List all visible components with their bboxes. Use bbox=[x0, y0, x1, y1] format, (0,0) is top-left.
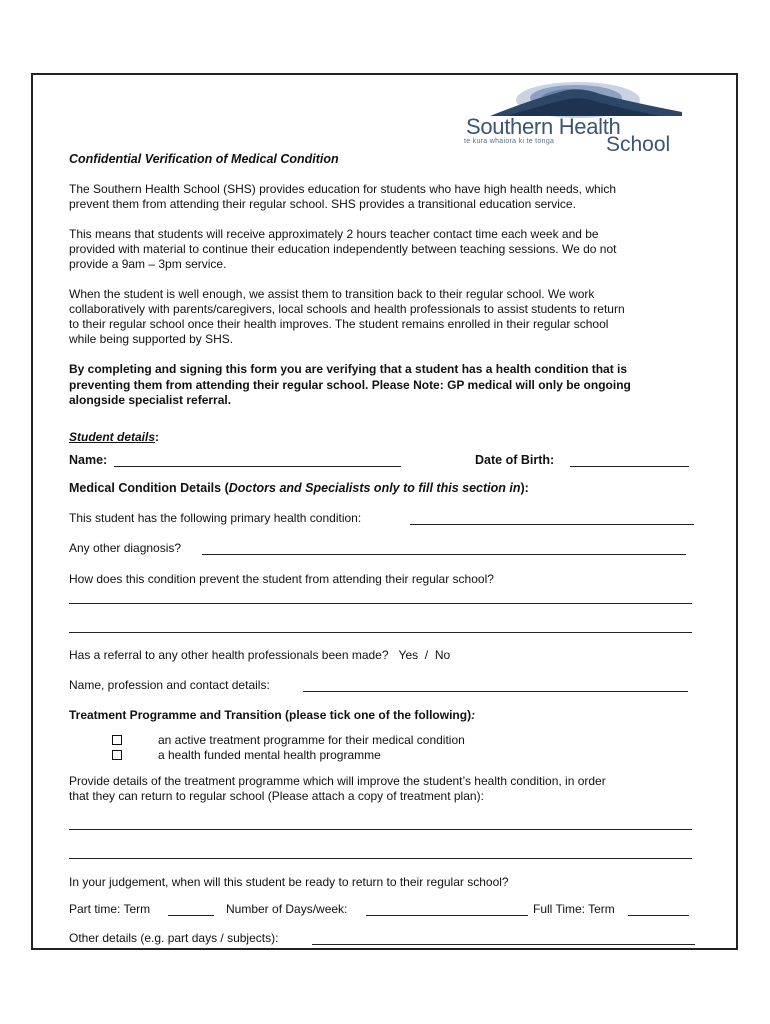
verification-notice-line-3: alongside specialist referral. bbox=[69, 393, 232, 407]
primary-condition-field[interactable] bbox=[410, 524, 694, 525]
other-details-field[interactable] bbox=[312, 944, 695, 945]
intro-paragraph-2-line-3: provide a 9am – 3pm service. bbox=[69, 257, 227, 271]
dob-field[interactable] bbox=[570, 466, 689, 467]
referral-yes-option[interactable]: Yes bbox=[398, 648, 419, 662]
contact-details-label: Name, profession and contact details: bbox=[69, 678, 270, 692]
document-title: Confidential Verification of Medical Condition bbox=[69, 152, 339, 166]
full-time-term-field[interactable] bbox=[628, 915, 689, 916]
treatment-details-line-1: Provide details of the treatment programme which will improve the student’s health condition, in order bbox=[69, 774, 606, 788]
mental-health-option: a health funded mental health programme bbox=[158, 748, 381, 762]
medical-heading-end: ): bbox=[520, 481, 529, 495]
intro-paragraph-1-line-2: prevent them from attending their regular school. SHS provides a transitional education service. bbox=[69, 197, 576, 211]
treatment-details-answer-line-1[interactable] bbox=[69, 829, 692, 830]
primary-condition-label: This student has the following primary health condition: bbox=[69, 511, 362, 525]
return-question: In your judgement, when will this student be ready to return to their regular school? bbox=[69, 875, 509, 889]
full-time-label: Full Time: Term bbox=[533, 902, 615, 916]
logo-name-line2: School bbox=[606, 133, 671, 156]
student-details-heading bbox=[69, 430, 159, 445]
school-logo bbox=[460, 78, 700, 158]
verification-notice-line-2: preventing them from attending their regular school. Please Note: GP medical will only be ongoing bbox=[69, 378, 631, 392]
contact-details-field[interactable] bbox=[303, 691, 688, 692]
referral-question bbox=[69, 648, 450, 663]
student-details-heading-text: Student details bbox=[69, 430, 156, 444]
prevent-answer-line-1[interactable] bbox=[69, 603, 692, 604]
intro-paragraph-2-line-2: provided with material to continue their education independently between teaching sessions. We do not bbox=[69, 242, 617, 256]
referral-option-separator: / bbox=[424, 648, 429, 662]
other-details-label: Other details (e.g. part days / subjects): bbox=[69, 931, 279, 945]
medical-details-heading bbox=[69, 481, 529, 496]
student-details-heading-colon: : bbox=[155, 430, 160, 444]
active-treatment-checkbox[interactable] bbox=[112, 735, 122, 745]
intro-paragraph-3-line-1: When the student is well enough, we assist them to transition back to their regular school. We work bbox=[69, 287, 595, 301]
intro-paragraph-3-line-4: while being supported by SHS. bbox=[69, 332, 234, 346]
logo-tagline: te kura whaiora ki te tonga bbox=[464, 138, 555, 145]
active-treatment-option: an active treatment programme for their medical condition bbox=[158, 733, 465, 747]
medical-heading-start: Medical Condition Details ( bbox=[69, 481, 229, 495]
referral-question-text: Has a referral to any other health professionals been made? bbox=[69, 648, 389, 662]
dob-label: Date of Birth: bbox=[475, 453, 555, 467]
logo-name-line1: Southern Health bbox=[466, 114, 621, 139]
other-diagnosis-label: Any other diagnosis? bbox=[69, 541, 182, 555]
other-diagnosis-field[interactable] bbox=[202, 554, 686, 555]
treatment-details-line-2: that they can return to regular school (Please attach a copy of treatment plan): bbox=[69, 789, 484, 803]
treatment-heading bbox=[69, 708, 475, 723]
medical-heading-italic: Doctors and Specialists only to fill this section in bbox=[228, 481, 521, 495]
verification-notice-line-1: By completing and signing this form you are verifying that a student has a health condition that is bbox=[69, 362, 628, 376]
intro-paragraph-3-line-2: collaboratively with parents/caregivers, local schools and health professionals to assist students to return bbox=[69, 302, 625, 316]
mental-health-checkbox[interactable] bbox=[112, 750, 122, 760]
prevent-answer-line-2[interactable] bbox=[69, 632, 692, 633]
prevent-question: How does this condition prevent the student from attending their regular school? bbox=[69, 572, 494, 586]
days-per-week-field[interactable] bbox=[366, 915, 528, 916]
treatment-heading-text: Treatment Programme and Transition (please tick one of the following) bbox=[69, 708, 472, 722]
intro-paragraph-3-line-3: to their regular school once their health improves. The student remains enrolled in their regular school bbox=[69, 317, 609, 331]
name-label: Name: bbox=[69, 453, 108, 467]
referral-no-option[interactable]: No bbox=[434, 648, 451, 662]
treatment-details-answer-line-2[interactable] bbox=[69, 858, 692, 859]
part-time-term-field[interactable] bbox=[168, 915, 214, 916]
name-field[interactable] bbox=[114, 466, 401, 467]
treatment-heading-colon: : bbox=[471, 708, 476, 722]
days-per-week-label: Number of Days/week: bbox=[226, 902, 348, 916]
part-time-label: Part time: Term bbox=[69, 902, 151, 916]
intro-paragraph-1-line-1: The Southern Health School (SHS) provides education for students who have high health needs, which bbox=[69, 182, 616, 196]
intro-paragraph-2-line-1: This means that students will receive approximately 2 hours teacher contact time each week and be bbox=[69, 227, 599, 241]
